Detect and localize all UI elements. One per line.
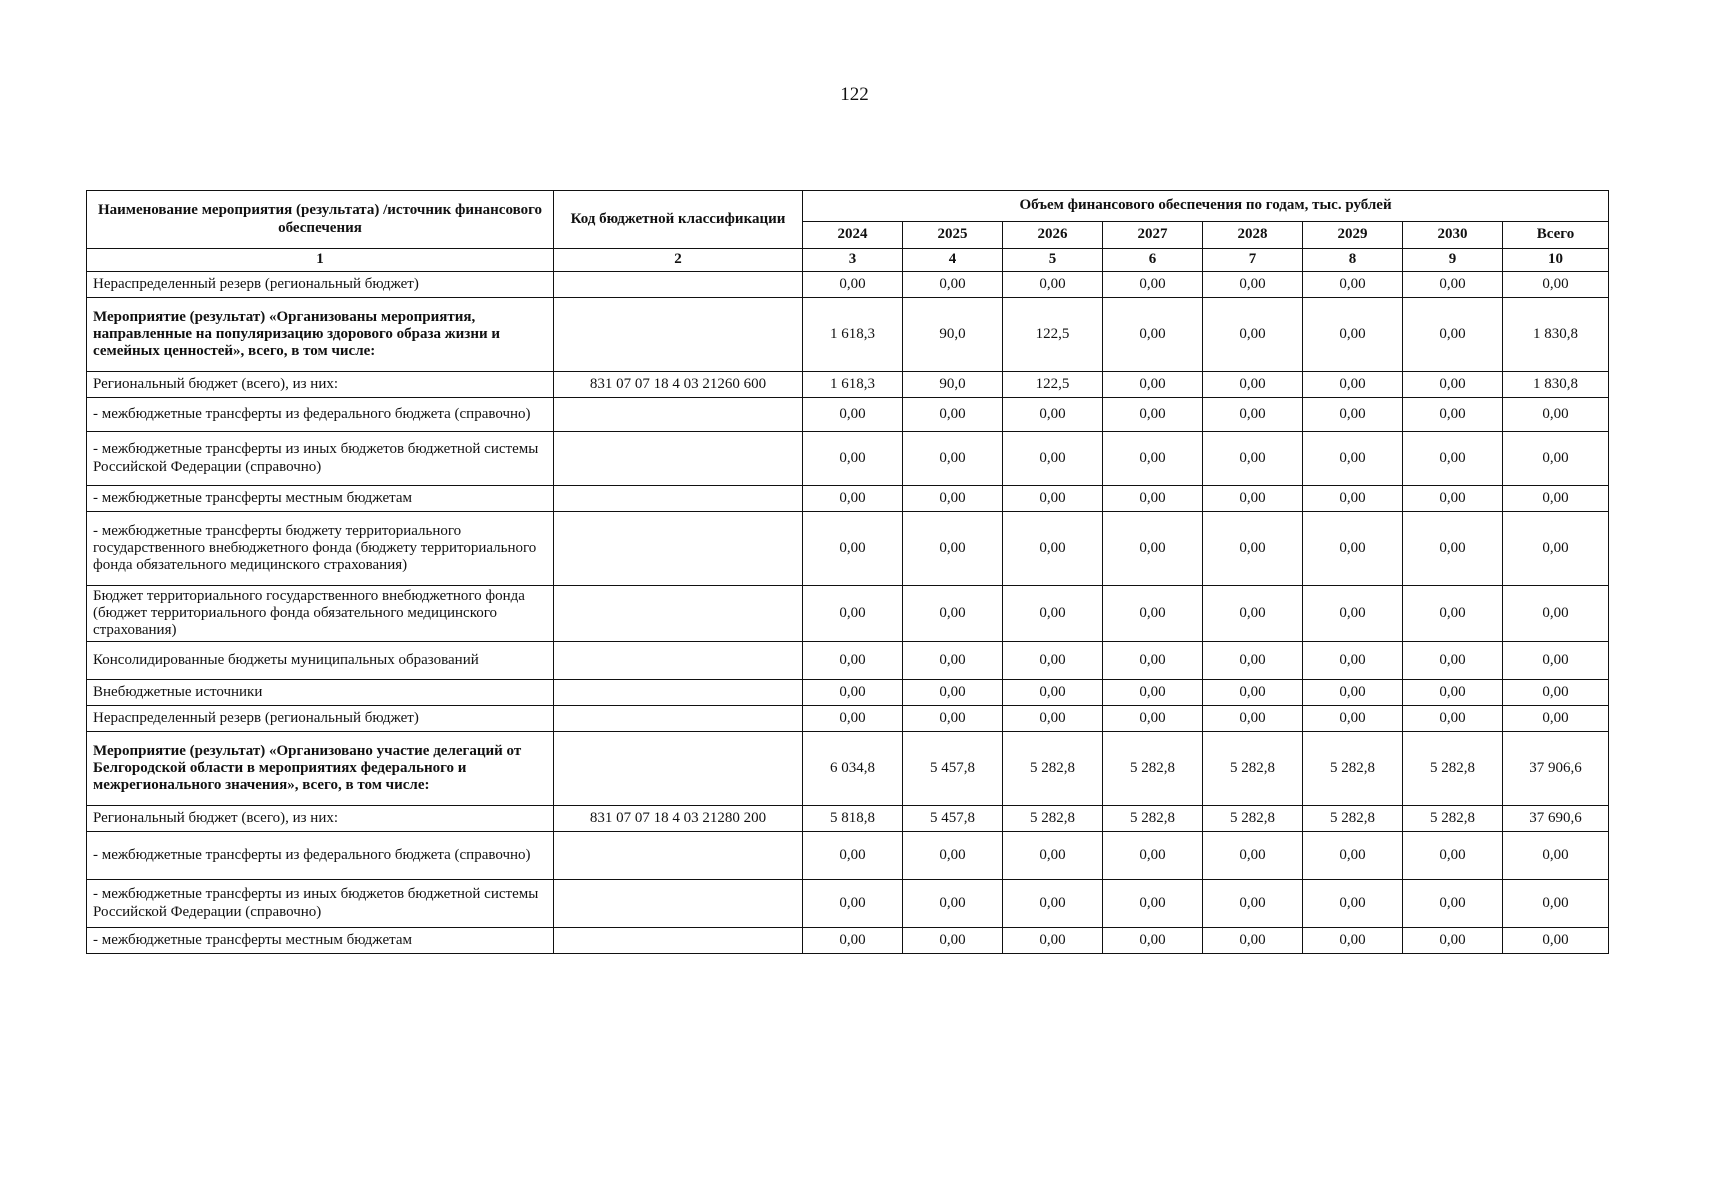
- row-total: 1 830,8: [1503, 372, 1609, 398]
- table-row: [87, 706, 1609, 732]
- row-name: Нераспределенный резерв (региональный бюджет): [87, 272, 554, 298]
- row-name: - межбюджетные трансферты из иных бюджетов бюджетной системы Российской Федерации (справочно): [87, 880, 554, 928]
- row-total: 0,00: [1503, 586, 1609, 642]
- row-value: 0,00: [1103, 372, 1203, 398]
- row-name: - межбюджетные трансферты бюджету территориального государственного внебюджетного фонда (бюджету территориального фонда обязательного медицинского страхования): [87, 512, 554, 586]
- row-total: 0,00: [1503, 928, 1609, 954]
- row-value: 0,00: [1003, 272, 1103, 298]
- column-index-row: [87, 249, 1609, 272]
- column-index: 3: [803, 249, 903, 272]
- table-row: [87, 586, 1609, 642]
- header-year-2029: 2029: [1303, 222, 1403, 249]
- row-value: 0,00: [1003, 928, 1103, 954]
- row-code: [554, 732, 803, 806]
- page-number: 122: [840, 84, 869, 105]
- row-value: 5 282,8: [1003, 732, 1103, 806]
- row-value: 0,00: [1003, 706, 1103, 732]
- row-value: 0,00: [1103, 928, 1203, 954]
- row-value: 0,00: [1403, 832, 1503, 880]
- row-value: 0,00: [1103, 486, 1203, 512]
- row-value: 5 282,8: [1403, 732, 1503, 806]
- table-row: [87, 806, 1609, 832]
- row-value: 0,00: [803, 398, 903, 432]
- row-value: 0,00: [1103, 432, 1203, 486]
- row-value: 0,00: [903, 706, 1003, 732]
- row-value: 0,00: [1203, 680, 1303, 706]
- header-year-2025: 2025: [903, 222, 1003, 249]
- row-name: Консолидированные бюджеты муниципальных образований: [87, 642, 554, 680]
- row-value: 0,00: [1403, 432, 1503, 486]
- row-code: [554, 586, 803, 642]
- row-name: Мероприятие (результат) «Организовано участие делегаций от Белгородской области в мероприятиях федерального и межрегионального значения», всего, в том числе:: [87, 732, 554, 806]
- table-row: [87, 680, 1609, 706]
- row-value: 0,00: [803, 486, 903, 512]
- row-value: 0,00: [1103, 272, 1203, 298]
- row-value: 0,00: [1303, 432, 1403, 486]
- table-row: [87, 272, 1609, 298]
- row-code: [554, 880, 803, 928]
- row-value: 0,00: [1403, 372, 1503, 398]
- table-row: [87, 298, 1609, 372]
- row-value: 5 282,8: [1303, 732, 1403, 806]
- header-name: Наименование мероприятия (результата) /источник финансового обеспечения: [87, 191, 554, 249]
- row-value: 0,00: [1403, 642, 1503, 680]
- table-row: [87, 432, 1609, 486]
- row-value: 122,5: [1003, 372, 1103, 398]
- row-value: 5 282,8: [1303, 806, 1403, 832]
- table-row: [87, 880, 1609, 928]
- row-value: 0,00: [1203, 298, 1303, 372]
- row-value: 0,00: [1403, 298, 1503, 372]
- row-value: 5 282,8: [1003, 806, 1103, 832]
- row-code: [554, 680, 803, 706]
- row-name: - межбюджетные трансферты из федерального бюджета (справочно): [87, 832, 554, 880]
- row-total: 0,00: [1503, 706, 1609, 732]
- row-value: 0,00: [1303, 512, 1403, 586]
- row-value: 0,00: [1203, 832, 1303, 880]
- table-row: [87, 398, 1609, 432]
- row-value: 0,00: [803, 832, 903, 880]
- row-code: [554, 432, 803, 486]
- row-value: 0,00: [1003, 486, 1103, 512]
- row-total: 0,00: [1503, 398, 1609, 432]
- row-value: 0,00: [803, 680, 903, 706]
- row-name: Региональный бюджет (всего), из них:: [87, 806, 554, 832]
- row-value: 5 282,8: [1403, 806, 1503, 832]
- row-value: 0,00: [1403, 680, 1503, 706]
- row-value: 0,00: [1303, 880, 1403, 928]
- row-name: Нераспределенный резерв (региональный бюджет): [87, 706, 554, 732]
- row-value: 90,0: [903, 298, 1003, 372]
- row-value: 0,00: [903, 272, 1003, 298]
- column-index: 6: [1103, 249, 1203, 272]
- header-year-2028: 2028: [1203, 222, 1303, 249]
- table-row: [87, 642, 1609, 680]
- row-total: 0,00: [1503, 832, 1609, 880]
- table-row: [87, 486, 1609, 512]
- row-value: 0,00: [1303, 928, 1403, 954]
- row-value: 0,00: [903, 880, 1003, 928]
- column-index: 4: [903, 249, 1003, 272]
- row-value: 0,00: [1103, 880, 1203, 928]
- column-index: 1: [87, 249, 554, 272]
- row-value: 0,00: [1403, 486, 1503, 512]
- row-name: - межбюджетные трансферты местным бюджетам: [87, 486, 554, 512]
- row-name: - межбюджетные трансферты местным бюджетам: [87, 928, 554, 954]
- row-value: 0,00: [1203, 372, 1303, 398]
- row-value: 0,00: [1303, 272, 1403, 298]
- row-value: 0,00: [1303, 372, 1403, 398]
- row-value: 0,00: [1103, 680, 1203, 706]
- row-value: 0,00: [1103, 398, 1203, 432]
- row-value: 0,00: [803, 272, 903, 298]
- row-code: [554, 706, 803, 732]
- row-value: 5 457,8: [903, 806, 1003, 832]
- column-index: 7: [1203, 249, 1303, 272]
- row-value: 0,00: [1303, 706, 1403, 732]
- column-index: 2: [554, 249, 803, 272]
- row-code: 831 07 07 18 4 03 21260 600: [554, 372, 803, 398]
- row-code: [554, 512, 803, 586]
- row-value: 0,00: [1303, 298, 1403, 372]
- row-total: 37 690,6: [1503, 806, 1609, 832]
- header-year-2027: 2027: [1103, 222, 1203, 249]
- table-row: [87, 372, 1609, 398]
- row-name: Бюджет территориального государственного внебюджетного фонда (бюджет территориального фонда обязательного медицинского страхования): [87, 586, 554, 642]
- row-value: 5 282,8: [1203, 732, 1303, 806]
- row-value: 5 282,8: [1103, 732, 1203, 806]
- row-total: 0,00: [1503, 512, 1609, 586]
- row-name: Мероприятие (результат) «Организованы мероприятия, направленные на популяризацию здорового образа жизни и семейных ценностей», всего, в том числе:: [87, 298, 554, 372]
- row-value: 0,00: [1203, 928, 1303, 954]
- row-value: 0,00: [1203, 706, 1303, 732]
- row-name: Внебюджетные источники: [87, 680, 554, 706]
- row-value: 0,00: [803, 512, 903, 586]
- row-value: 0,00: [903, 432, 1003, 486]
- row-name: Региональный бюджет (всего), из них:: [87, 372, 554, 398]
- row-total: 0,00: [1503, 680, 1609, 706]
- row-value: 5 457,8: [903, 732, 1003, 806]
- table-row: [87, 512, 1609, 586]
- row-code: [554, 832, 803, 880]
- row-value: 0,00: [903, 398, 1003, 432]
- row-value: 0,00: [1103, 832, 1203, 880]
- header-year-2030: 2030: [1403, 222, 1503, 249]
- row-name: - межбюджетные трансферты из федерального бюджета (справочно): [87, 398, 554, 432]
- row-name: - межбюджетные трансферты из иных бюджетов бюджетной системы Российской Федерации (справочно): [87, 432, 554, 486]
- row-value: 0,00: [1403, 706, 1503, 732]
- row-value: 5 818,8: [803, 806, 903, 832]
- row-value: 0,00: [1003, 880, 1103, 928]
- row-total: 0,00: [1503, 486, 1609, 512]
- row-value: 0,00: [1103, 298, 1203, 372]
- row-total: 0,00: [1503, 432, 1609, 486]
- row-value: 0,00: [1203, 642, 1303, 680]
- row-value: 0,00: [1303, 680, 1403, 706]
- row-code: [554, 298, 803, 372]
- row-value: 122,5: [1003, 298, 1103, 372]
- table-body: [87, 272, 1609, 954]
- row-value: 0,00: [1003, 432, 1103, 486]
- row-value: 0,00: [803, 586, 903, 642]
- row-value: 0,00: [1203, 586, 1303, 642]
- header-total: Всего: [1503, 222, 1609, 249]
- column-index: 9: [1403, 249, 1503, 272]
- row-value: 0,00: [1403, 880, 1503, 928]
- row-code: [554, 272, 803, 298]
- row-value: 0,00: [1203, 432, 1303, 486]
- row-value: 0,00: [803, 642, 903, 680]
- row-value: 0,00: [1003, 586, 1103, 642]
- row-value: 0,00: [1103, 586, 1203, 642]
- row-total: 0,00: [1503, 642, 1609, 680]
- header-year-2024: 2024: [803, 222, 903, 249]
- row-value: 0,00: [903, 642, 1003, 680]
- column-index: 8: [1303, 249, 1403, 272]
- table-row: [87, 832, 1609, 880]
- row-total: 37 906,6: [1503, 732, 1609, 806]
- row-code: [554, 642, 803, 680]
- row-code: 831 07 07 18 4 03 21280 200: [554, 806, 803, 832]
- row-value: 0,00: [903, 512, 1003, 586]
- row-value: 0,00: [803, 928, 903, 954]
- table-row: [87, 928, 1609, 954]
- row-value: 5 282,8: [1103, 806, 1203, 832]
- row-value: 5 282,8: [1203, 806, 1303, 832]
- row-value: 0,00: [1403, 928, 1503, 954]
- row-value: 0,00: [1403, 586, 1503, 642]
- header-volume: Объем финансового обеспечения по годам, тыс. рублей: [803, 191, 1609, 222]
- row-value: 0,00: [1303, 832, 1403, 880]
- header-code: Код бюджетной классификации: [554, 191, 803, 249]
- row-value: 0,00: [803, 432, 903, 486]
- row-value: 0,00: [1003, 398, 1103, 432]
- row-total: 0,00: [1503, 272, 1609, 298]
- row-total: 0,00: [1503, 880, 1609, 928]
- row-value: 0,00: [1303, 642, 1403, 680]
- header-year-2026: 2026: [1003, 222, 1103, 249]
- table-row: [87, 732, 1609, 806]
- row-value: 0,00: [1403, 272, 1503, 298]
- row-value: 0,00: [903, 928, 1003, 954]
- row-code: [554, 928, 803, 954]
- row-value: 0,00: [1003, 680, 1103, 706]
- row-value: 0,00: [803, 706, 903, 732]
- row-value: 0,00: [1203, 512, 1303, 586]
- row-value: 6 034,8: [803, 732, 903, 806]
- row-value: 0,00: [1303, 586, 1403, 642]
- row-value: 0,00: [1303, 486, 1403, 512]
- row-total: 1 830,8: [1503, 298, 1609, 372]
- row-value: 0,00: [903, 680, 1003, 706]
- row-value: 1 618,3: [803, 298, 903, 372]
- row-value: 0,00: [1103, 706, 1203, 732]
- row-value: 0,00: [1203, 486, 1303, 512]
- row-value: 0,00: [1403, 512, 1503, 586]
- column-index: 5: [1003, 249, 1103, 272]
- row-value: 0,00: [1103, 512, 1203, 586]
- row-value: 90,0: [903, 372, 1003, 398]
- row-value: 0,00: [1203, 272, 1303, 298]
- row-value: 0,00: [1203, 398, 1303, 432]
- row-code: [554, 486, 803, 512]
- column-index: 10: [1503, 249, 1609, 272]
- row-value: 0,00: [1203, 880, 1303, 928]
- row-value: 0,00: [1003, 832, 1103, 880]
- row-value: 1 618,3: [803, 372, 903, 398]
- row-value: 0,00: [1403, 398, 1503, 432]
- row-value: 0,00: [903, 832, 1003, 880]
- row-value: 0,00: [903, 586, 1003, 642]
- row-value: 0,00: [1103, 642, 1203, 680]
- row-value: 0,00: [1003, 512, 1103, 586]
- budget-table: [86, 190, 1609, 954]
- row-value: 0,00: [803, 880, 903, 928]
- row-value: 0,00: [1303, 398, 1403, 432]
- row-value: 0,00: [903, 486, 1003, 512]
- row-code: [554, 398, 803, 432]
- row-value: 0,00: [1003, 642, 1103, 680]
